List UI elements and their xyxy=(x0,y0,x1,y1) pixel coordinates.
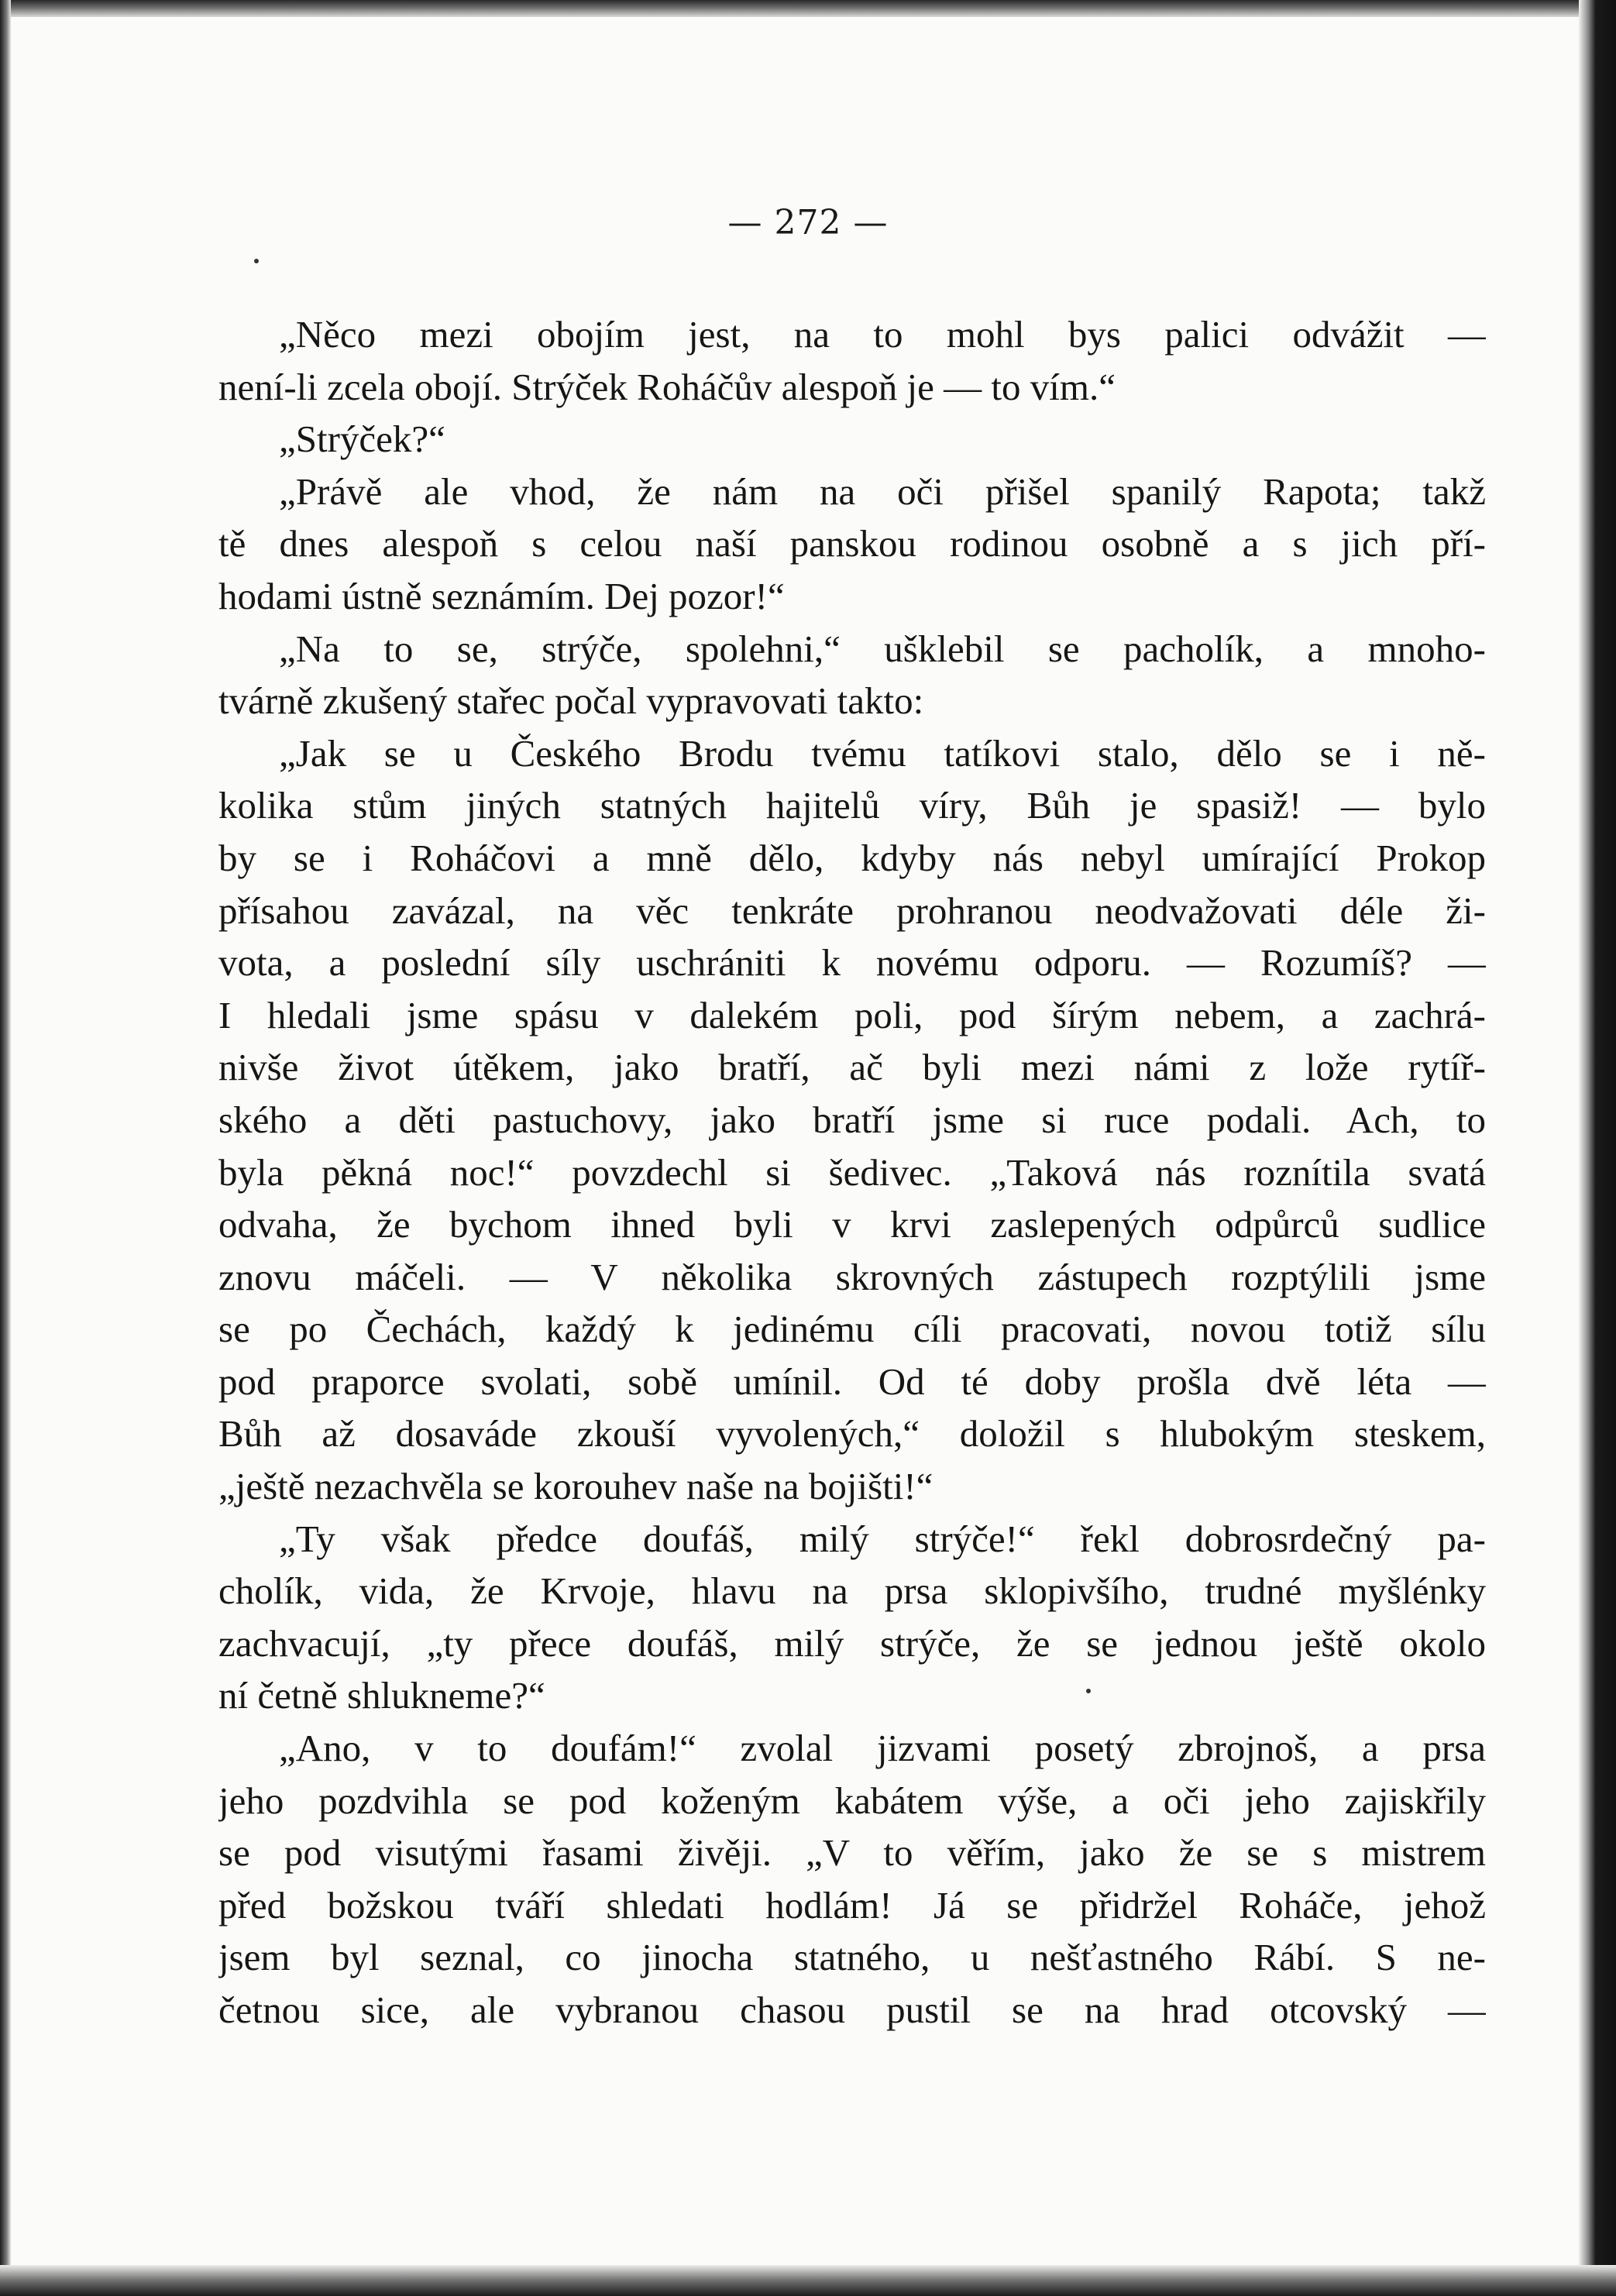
text-line: před božskou tváří shledati hodlám! Já se přidržel Roháče, jehož xyxy=(218,1883,1486,1927)
text-line: se pod visutými řasami živěji. „V to věřím, jako že se s mistrem xyxy=(218,1831,1486,1875)
text-line: četnou sice, ale vybranou chasou pustil se na hrad otcovský — xyxy=(218,1988,1486,2031)
text-line: Bůh až dosaváde zkouší vyvolených,“ doložil s hlubokým steskem, xyxy=(218,1412,1486,1456)
text-line: jeho pozdvihla se pod koženým kabátem výše, a oči jeho zajiskřily xyxy=(218,1779,1486,1822)
scan-edge-left xyxy=(0,0,11,2296)
text-line: tě dnes alespoň s celou naší panskou rodinou osobně a s jich pří- xyxy=(218,522,1486,565)
text-line: „Strýček?“ xyxy=(279,418,445,461)
text-line: kolika stům jiných statných hajitelů víry, Bůh je spasiž! — bylo xyxy=(218,784,1486,827)
text-line: „Něco mezi obojím jest, na to mohl bys palici odvážit — xyxy=(279,313,1486,356)
text-line: „Jak se u Českého Brodu tvému tatíkovi stalo, dělo se i ně- xyxy=(279,731,1486,775)
text-line: hodami ústně seznámím. Dej pozor!“ xyxy=(218,574,785,617)
body-text xyxy=(218,308,1486,2036)
text-line: ní četně shlukneme?“ xyxy=(218,1674,545,1717)
text-line: „Právě ale vhod, že nám na oči přišel spanilý Rapota; takž xyxy=(279,469,1486,513)
text-line: cholík, vida, že Krvoje, hlavu na prsa sklopivšího, trudné myšlénky xyxy=(218,1569,1486,1613)
text-line: zachvacují, „ty přece doufáš, milý strýče, že se jednou ještě okolo xyxy=(218,1621,1486,1665)
ink-speck xyxy=(254,259,259,263)
text-line: „Ty však předce doufáš, milý strýče!“ řekl dobrosrdečný pa- xyxy=(279,1517,1486,1560)
text-line: byla pěkná noc!“ povzdechl si šedivec. „Taková nás roznítila svatá xyxy=(218,1150,1486,1194)
scan-edge-right xyxy=(1579,0,1616,2296)
text-line: „Na to se, strýče, spolehni,“ ušklebil se pacholík, a mnoho- xyxy=(279,627,1486,670)
text-line: vota, a poslední síly uschrániti k novému odporu. — Rozumíš? — xyxy=(218,941,1486,985)
scan-edge-bottom xyxy=(0,2265,1616,2296)
text-line: pod praporce svolati, sobě umínil. Od té doby prošla dvě léta — xyxy=(218,1359,1486,1403)
scan-edge-top xyxy=(0,0,1616,17)
text-line: by se i Roháčovi a mně dělo, kdyby nás nebyl umírající Prokop xyxy=(218,836,1486,879)
text-line: jsem byl seznal, co jinocha statného, u nešťastného Rábí. S ne- xyxy=(218,1936,1486,1979)
text-line: není-li zcela obojí. Strýček Roháčův alespoň je — to vím.“ xyxy=(218,365,1116,408)
text-line: odvaha, že bychom ihned byli v krvi zaslepených odpůrců sudlice xyxy=(218,1203,1486,1246)
text-line: ského a děti pastuchovy, jako bratří jsme si ruce podali. Ach, to xyxy=(218,1098,1486,1141)
text-line: znovu máčeli. — V několika skrovných zástupech rozptýlili jsme xyxy=(218,1255,1486,1298)
text-line: „ještě nezachvěla se korouhev naše na bojišti!“ xyxy=(218,1465,933,1508)
text-line: se po Čechách, každý k jedinému cíli pracovati, novou totiž sílu xyxy=(218,1308,1486,1351)
text-line: „Ano, v to doufám!“ zvolal jizvami posetý zbrojnoš, a prsa xyxy=(279,1727,1486,1770)
text-line: přísahou zavázal, na věc tenkráte prohranou neodvažovati déle ži- xyxy=(218,888,1486,932)
text-line: I hledali jsme spásu v dalekém poli, pod šírým nebem, a zachrá- xyxy=(218,993,1486,1036)
page-number: — 272 — xyxy=(727,203,889,242)
text-line: tvárně zkušený stařec počal vypravovati takto: xyxy=(218,679,924,723)
text-line: nivše život útěkem, jako bratří, ač byli mezi námi z lože rytíř- xyxy=(218,1046,1486,1089)
